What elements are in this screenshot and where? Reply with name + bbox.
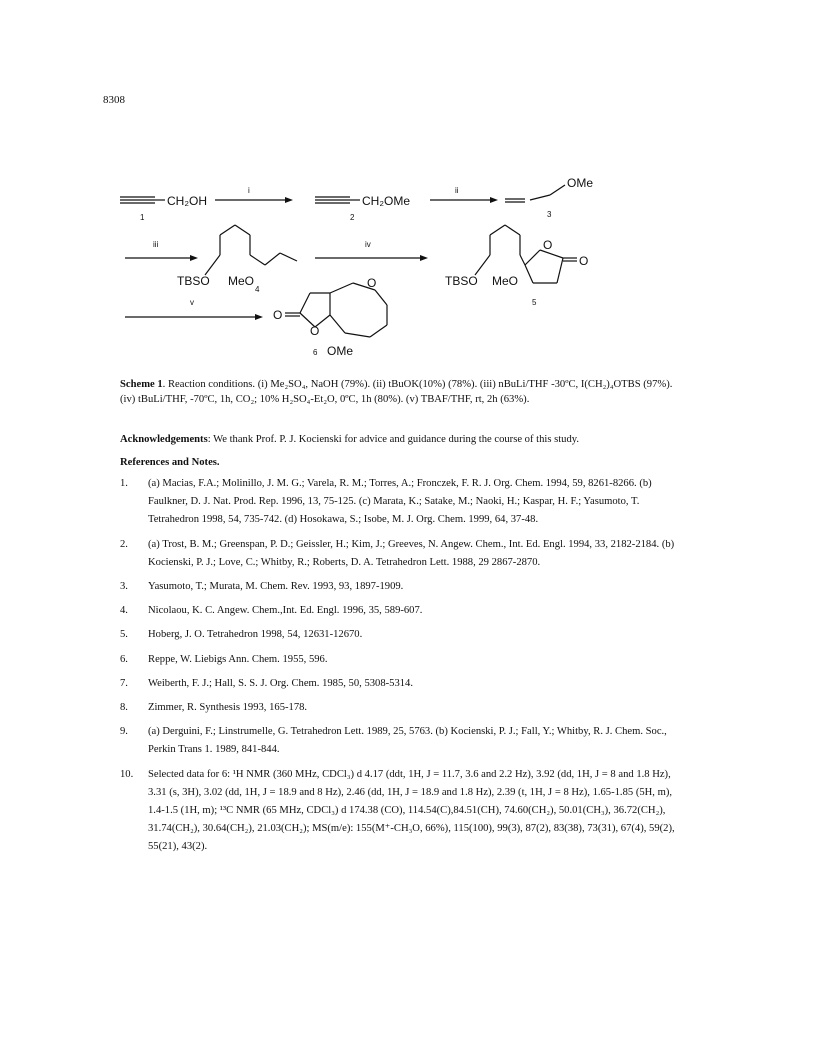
compound-4-meo: MeO [228,274,255,288]
reference-text: (a) Macias, F.A.; Molinillo, J. M. G.; Varela, R. M.; Torres, A.; Fronczek, F. R. J. Org. Chem. 1994, 59, 8261-8266. (b) Faulkner, D. J. Nat. Prod. Rep. 1996, 13, 75-125. (c) Marata, K.; Satake, M.; Naoki, H.; Kaspar, H. F.; Yasumoto, T. Tetrahedron 1998, 54, 735-742. (d) Hosokawa, S.; Isobe, M. J. Org. Chem. 1999, 64, 37-48. [148,478,652,526]
reference-number: 7. [120,677,128,689]
reference-text: Weiberth, F. J.; Hall, S. S. J. Org. Chem. 1985, 50, 5308-5314. [148,677,414,689]
reference-text: Hoberg, J. O. Tetrahedron 1998, 54, 12631-12670. [148,629,363,641]
compound-6-ome: OMe [327,344,354,358]
reference-item [120,536,680,572]
compound-1-number: 1 [140,213,145,222]
reference-text: Selected data for 6: ¹H NMR (360 MHz, CDCl₃) d 4.17 (ddt, 1H, J = 11.7, 3.6 and 2.2 Hz), 3.92 (dd, 1H, J = 8 and 1.8 Hz), 3.31 (s, 3H), 3.02 (dd, 1H, J = 18.9 and 8 Hz), 2.46 (dd, 1H, J = 18.9 and 1.8 Hz), 2.39 (t, 1H, J = 8 Hz), 1.65-1.85 (5H, m), 1.4-1.5 (1H, m); ¹³C NMR (65 MHz, CDCl₃) d 174.38 (CO), 114.54(C),84.51(CH), 74.60(CH₂), 50.01(CH₃), 36.72(CH₂), 31.74(CH₂), 30.64(CH₂), 21.03(CH₂); MS(m/e): 155(M⁺-CH₃O, 66%), 115(100), 99(3), 87(2), 83(38), 73(31), 67(4), 59(2), 55(21), 43(2). [148,768,675,853]
compound-6-ring-o: O [367,276,377,290]
reference-number: 1. [120,478,128,489]
arrow-ii-label: ii [455,186,459,195]
caption-text: . Reaction conditions. (i) Me₂SO₄, NaOH (79%). (ii) tBuOK(10%) (78%). (iii) nBuLi/THF -30ºC, I(CH₂)₄OTBS (97%). (iv) tBuLi/THF, -70ºC, 1h, CO₂; 10% H₂SO₄-Et₂O, 0ºC, 1h (80%). (v) TBAF/THF, rt, 2h (63%). [120,379,673,405]
acknowledgements [120,433,680,447]
compound-4-number: 4 [255,285,260,294]
arrow-iii-label: iii [153,240,159,249]
compound-5-tbso: TBSO [445,274,478,288]
reaction-scheme [105,165,705,365]
compound-6-number: 6 [313,348,318,357]
reference-number: 9. [120,726,128,738]
reference-item [120,651,680,669]
reference-text: Yasumoto, T.; Murata, M. Chem. Rev. 1993, 93, 1897-1909. [148,581,404,593]
references-heading: References and Notes. [120,457,220,468]
compound-3-number: 3 [547,210,552,219]
reference-text: (a) Trost, B. M.; Greenspan, P. D.; Geissler, H.; Kim, J.; Greeves, N. Angew. Chem., Int. Ed. Engl. 1994, 33, 2182-2184. (b) Kocienski, P. J.; Love, C.; Whitby, R.; Roberts, D. A. Tetrahedron Lett. 1988, 29 2867-2870. [148,538,675,568]
arrow-iv-label: iv [365,240,371,249]
reference-number: 5. [120,629,128,641]
references-list [120,475,680,863]
reference-item [120,699,680,717]
reference-item [120,766,680,857]
compound-4-tbso: TBSO [177,274,210,288]
compound-5-number: 5 [532,298,537,307]
compound-6-carbonyl-o: O [273,308,283,322]
compound-5-ring-o: O [543,238,553,252]
reference-item [120,602,680,620]
arrow-i-label: i [248,186,250,195]
compound-1-label: CH₂OH [167,194,207,208]
scheme-caption [120,378,680,407]
reference-item [120,578,680,596]
reference-number: 8. [120,702,128,714]
compound-5-carbonyl-o: O [579,254,589,268]
reference-text: Zimmer, R. Synthesis 1993, 165-178. [148,702,308,714]
acknowledgements-label: Acknowledgements [120,434,208,445]
acknowledgements-text: : We thank Prof. P. J. Kocienski for advice and guidance during the course of this study. [207,434,580,445]
caption-label: Scheme 1 [120,379,163,390]
compound-3-label: OMe [567,176,594,190]
reference-number: 2. [120,538,128,550]
reference-number: 6. [120,653,128,665]
reference-number: 4. [120,605,128,617]
reference-text: Nicolaou, K. C. Angew. Chem.,Int. Ed. Engl. 1996, 35, 589-607. [148,605,423,617]
reference-number: 3. [120,581,128,593]
reference-item [120,723,680,759]
reference-text: Reppe, W. Liebigs Ann. Chem. 1955, 596. [148,653,328,665]
compound-2-number: 2 [350,213,355,222]
arrow-v-label: v [190,298,194,307]
reference-item [120,475,680,530]
reference-item [120,626,680,644]
compound-6-lactone-o: O [310,324,320,338]
page-number: 8308 [103,94,125,106]
reference-text: (a) Derguini, F.; Linstrumelle, G. Tetrahedron Lett. 1989, 25, 5763. (b) Kocienski, P. J.; Fall, Y.; Whitby, R. J. Chem. Soc., Perkin Trans 1. 1989, 841-844. [148,726,667,756]
reference-number: 10. [120,768,134,780]
reference-item [120,675,680,693]
compound-5-meo: MeO [492,274,519,288]
compound-2-label: CH₂OMe [362,194,410,208]
